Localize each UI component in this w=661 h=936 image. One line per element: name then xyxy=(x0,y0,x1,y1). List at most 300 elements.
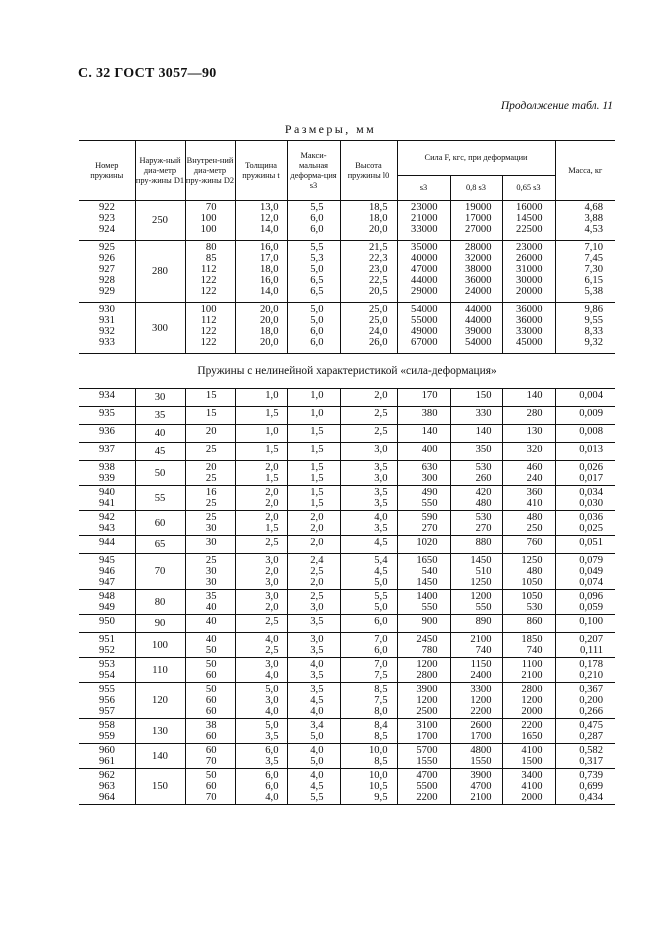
cell-force-0-65-s3-value: 4100 xyxy=(521,781,543,792)
cell-force-s3 xyxy=(397,425,450,443)
col-header-thickness: Толщина пружины t xyxy=(235,141,287,201)
cell-inner-diameter xyxy=(185,425,235,443)
cell-mass-value: 9,86 xyxy=(584,304,604,315)
cell-number-value: 949 xyxy=(99,602,115,613)
cell-force-s3-value: 1200 xyxy=(416,695,438,706)
cell-force-s3 xyxy=(397,511,450,536)
cell-force-0-65-s3 xyxy=(502,461,555,486)
table-row xyxy=(79,744,615,769)
cell-mass xyxy=(555,615,615,633)
cell-inner-diameter-value: 60 xyxy=(205,670,217,681)
cell-force-0-8-s3-value: 27000 xyxy=(465,224,492,235)
cell-thickness xyxy=(235,658,287,683)
cell-thickness-value: 2,0 xyxy=(265,512,279,523)
cell-mass-value: 0,475 xyxy=(579,720,604,731)
cell-mass-value: 9,55 xyxy=(584,315,604,326)
cell-height-value: 7,5 xyxy=(374,670,388,681)
cell-force-0-8-s3-value: 36000 xyxy=(465,275,492,286)
cell-mass-value: 7,10 xyxy=(584,242,604,253)
cell-mass xyxy=(555,658,615,683)
cell-outer-diameter xyxy=(135,407,185,425)
cell-max-deformation-value: 4,5 xyxy=(310,781,324,792)
cell-inner-diameter xyxy=(185,769,235,805)
cell-force-0-8-s3-value: 38000 xyxy=(465,264,492,275)
outer-diameter-value: 110 xyxy=(152,664,168,676)
cell-force-0-8-s3-value: 2200 xyxy=(470,706,492,717)
cell-number-value: 938 xyxy=(99,462,115,473)
cell-height-value: 8,4 xyxy=(374,720,388,731)
cell-max-deformation xyxy=(287,407,340,425)
cell-inner-diameter-value: 60 xyxy=(205,745,217,756)
table-row xyxy=(79,615,615,633)
cell-force-0-8-s3-value: 24000 xyxy=(465,286,492,297)
cell-max-deformation-value: 5,5 xyxy=(310,792,324,803)
cell-mass-value: 4,53 xyxy=(584,224,604,235)
cell-force-s3-value: 1700 xyxy=(416,731,438,742)
cell-number-value: 958 xyxy=(99,720,115,731)
cell-force-s3 xyxy=(397,590,450,615)
cell-thickness-value: 6,0 xyxy=(265,781,279,792)
cell-number-value: 946 xyxy=(99,566,115,577)
cell-force-0-8-s3-value: 2100 xyxy=(470,792,492,803)
cell-max-deformation-value: 6,0 xyxy=(310,326,324,337)
cell-mass-value: 0,367 xyxy=(579,684,604,695)
cell-max-deformation xyxy=(287,443,340,461)
table-row xyxy=(79,461,615,486)
cell-height-value: 7,5 xyxy=(374,695,388,706)
cell-thickness-value: 1,0 xyxy=(265,390,279,401)
cell-mass-value: 0,004 xyxy=(579,390,604,401)
cell-mass-value: 0,034 xyxy=(579,487,604,498)
cell-force-s3 xyxy=(397,769,450,805)
cell-number-value: 948 xyxy=(99,591,115,602)
cell-force-0-8-s3-value: 19000 xyxy=(465,202,492,213)
cell-inner-diameter-value: 40 xyxy=(205,616,217,627)
cell-force-s3-value: 630 xyxy=(421,462,438,473)
cell-mass-value: 5,38 xyxy=(584,286,604,297)
cell-force-0-8-s3 xyxy=(450,536,502,554)
cell-max-deformation-value: 1,5 xyxy=(310,426,324,437)
cell-thickness-value: 2,0 xyxy=(265,487,279,498)
cell-height xyxy=(340,554,397,590)
cell-inner-diameter xyxy=(185,536,235,554)
cell-max-deformation xyxy=(287,303,340,354)
cell-height-value: 7,0 xyxy=(374,659,388,670)
cell-number xyxy=(79,241,135,303)
table-row xyxy=(79,486,615,511)
cell-inner-diameter-value: 100 xyxy=(200,213,217,224)
cell-thickness xyxy=(235,633,287,658)
table-row xyxy=(79,536,615,554)
cell-thickness-value: 20,0 xyxy=(259,304,279,315)
cell-force-0-65-s3-value: 1050 xyxy=(521,591,543,602)
section-caption-row xyxy=(79,354,615,389)
table-continuation-note: Продолжение табл. 11 xyxy=(500,100,613,112)
outer-diameter-value: 80 xyxy=(154,596,166,608)
cell-inner-diameter-value: 40 xyxy=(205,602,217,613)
table-row xyxy=(79,443,615,461)
cell-inner-diameter-value: 60 xyxy=(205,781,217,792)
cell-force-0-65-s3-value: 36000 xyxy=(516,304,543,315)
cell-max-deformation-value: 2,0 xyxy=(310,537,324,548)
outer-diameter-value: 100 xyxy=(152,639,168,651)
cell-force-s3-value: 23000 xyxy=(411,202,438,213)
cell-mass xyxy=(555,461,615,486)
cell-mass-value: 0,582 xyxy=(579,745,604,756)
cell-height-value: 6,0 xyxy=(374,645,388,656)
cell-max-deformation-value: 3,5 xyxy=(310,670,324,681)
cell-height-value: 4,5 xyxy=(374,566,388,577)
cell-force-s3-value: 40000 xyxy=(411,253,438,264)
cell-force-0-65-s3 xyxy=(502,658,555,683)
cell-force-0-65-s3-value: 2100 xyxy=(521,670,543,681)
outer-diameter-value: 45 xyxy=(154,446,166,457)
cell-inner-diameter-value: 122 xyxy=(200,337,217,348)
cell-mass-value: 0,699 xyxy=(579,781,604,792)
cell-inner-diameter-value: 16 xyxy=(205,487,217,498)
cell-number xyxy=(79,719,135,744)
cell-force-0-8-s3-value: 2100 xyxy=(470,634,492,645)
cell-force-0-65-s3 xyxy=(502,241,555,303)
cell-thickness xyxy=(235,719,287,744)
cell-height xyxy=(340,241,397,303)
cell-max-deformation-value: 2,0 xyxy=(310,577,324,588)
cell-height-value: 5,0 xyxy=(374,577,388,588)
cell-force-0-8-s3-value: 480 xyxy=(475,498,492,509)
cell-number-value: 961 xyxy=(99,756,115,767)
cell-inner-diameter-value: 60 xyxy=(205,731,217,742)
cell-height xyxy=(340,511,397,536)
cell-mass xyxy=(555,590,615,615)
cell-number-value: 924 xyxy=(99,224,115,235)
cell-force-0-65-s3-value: 1050 xyxy=(521,577,543,588)
cell-max-deformation-value: 1,5 xyxy=(310,444,324,455)
cell-force-s3 xyxy=(397,461,450,486)
cell-height xyxy=(340,486,397,511)
cell-max-deformation xyxy=(287,536,340,554)
table-row xyxy=(79,511,615,536)
cell-max-deformation-value: 1,0 xyxy=(310,408,324,419)
cell-force-0-8-s3-value: 530 xyxy=(475,512,492,523)
cell-thickness-value: 2,5 xyxy=(265,645,279,656)
cell-force-0-8-s3-value: 3900 xyxy=(470,770,492,781)
cell-force-0-8-s3-value: 1550 xyxy=(470,756,492,767)
cell-max-deformation-value: 6,5 xyxy=(310,275,324,286)
cell-mass-value: 0,100 xyxy=(579,616,604,627)
cell-mass xyxy=(555,425,615,443)
outer-diameter-value: 50 xyxy=(154,467,166,479)
cell-thickness xyxy=(235,303,287,354)
cell-force-0-65-s3 xyxy=(502,769,555,805)
cell-max-deformation xyxy=(287,425,340,443)
cell-mass-value: 0,266 xyxy=(579,706,604,717)
cell-height-value: 18,5 xyxy=(368,202,388,213)
cell-outer-diameter xyxy=(135,425,185,443)
cell-thickness xyxy=(235,511,287,536)
cell-inner-diameter xyxy=(185,407,235,425)
cell-max-deformation-value: 1,5 xyxy=(310,487,324,498)
table-row xyxy=(79,769,615,805)
cell-inner-diameter xyxy=(185,554,235,590)
cell-number xyxy=(79,201,135,241)
outer-diameter-value: 55 xyxy=(154,492,166,504)
cell-force-0-8-s3 xyxy=(450,241,502,303)
cell-outer-diameter xyxy=(135,486,185,511)
cell-thickness xyxy=(235,389,287,407)
cell-number-value: 940 xyxy=(99,487,115,498)
cell-thickness-value: 5,0 xyxy=(265,684,279,695)
cell-thickness-value: 4,0 xyxy=(265,706,279,717)
cell-number-value: 942 xyxy=(99,512,115,523)
cell-force-0-65-s3-value: 14500 xyxy=(516,213,543,224)
cell-number-value: 929 xyxy=(99,286,115,297)
cell-force-0-65-s3-value: 760 xyxy=(526,537,543,548)
cell-force-0-8-s3-value: 44000 xyxy=(465,304,492,315)
cell-number-value: 945 xyxy=(99,555,115,566)
cell-mass-value: 7,45 xyxy=(584,253,604,264)
cell-height xyxy=(340,683,397,719)
cell-mass xyxy=(555,511,615,536)
cell-force-0-65-s3-value: 2800 xyxy=(521,684,543,695)
cell-inner-diameter-value: 20 xyxy=(205,462,217,473)
cell-force-0-65-s3-value: 280 xyxy=(526,408,543,419)
cell-number-value: 953 xyxy=(99,659,115,670)
table-row xyxy=(79,201,615,241)
cell-inner-diameter xyxy=(185,633,235,658)
col-header-force-0-65-s3: 0,65 s3 xyxy=(502,176,555,201)
cell-number-value: 952 xyxy=(99,645,115,656)
cell-force-0-65-s3-value: 2000 xyxy=(521,792,543,803)
cell-force-0-8-s3 xyxy=(450,407,502,425)
cell-thickness xyxy=(235,744,287,769)
cell-max-deformation xyxy=(287,744,340,769)
cell-force-0-65-s3-value: 2200 xyxy=(521,720,543,731)
table-row xyxy=(79,303,615,354)
cell-height xyxy=(340,425,397,443)
cell-max-deformation-value: 5,3 xyxy=(310,253,324,264)
cell-height-value: 22,5 xyxy=(368,275,388,286)
cell-mass xyxy=(555,769,615,805)
cell-thickness-value: 4,0 xyxy=(265,670,279,681)
cell-number xyxy=(79,461,135,486)
cell-thickness-value: 6,0 xyxy=(265,745,279,756)
table-row xyxy=(79,633,615,658)
cell-force-0-8-s3 xyxy=(450,389,502,407)
cell-force-0-8-s3-value: 1150 xyxy=(470,659,492,670)
cell-thickness-value: 3,0 xyxy=(265,577,279,588)
cell-force-0-65-s3 xyxy=(502,744,555,769)
cell-force-0-8-s3 xyxy=(450,201,502,241)
cell-height-value: 23,0 xyxy=(368,264,388,275)
cell-outer-diameter xyxy=(135,633,185,658)
cell-number-value: 959 xyxy=(99,731,115,742)
cell-force-s3-value: 170 xyxy=(421,390,438,401)
cell-force-s3-value: 1550 xyxy=(416,756,438,767)
cell-height xyxy=(340,719,397,744)
cell-height-value: 9,5 xyxy=(374,792,388,803)
cell-force-0-8-s3 xyxy=(450,303,502,354)
cell-inner-diameter-value: 25 xyxy=(205,512,217,523)
table-row xyxy=(79,658,615,683)
cell-mass-value: 0,049 xyxy=(579,566,604,577)
springs-table xyxy=(79,140,615,805)
cell-mass-value: 0,036 xyxy=(579,512,604,523)
cell-force-s3-value: 1650 xyxy=(416,555,438,566)
cell-number-value: 947 xyxy=(99,577,115,588)
cell-max-deformation-value: 4,0 xyxy=(310,659,324,670)
cell-force-0-8-s3-value: 270 xyxy=(475,523,492,534)
cell-thickness-value: 13,0 xyxy=(259,202,279,213)
cell-height-value: 3,5 xyxy=(374,523,388,534)
cell-thickness xyxy=(235,201,287,241)
cell-mass-value: 0,317 xyxy=(579,756,604,767)
cell-number-value: 922 xyxy=(99,202,115,213)
cell-force-0-65-s3-value: 1850 xyxy=(521,634,543,645)
cell-number xyxy=(79,769,135,805)
cell-height xyxy=(340,744,397,769)
cell-inner-diameter-value: 122 xyxy=(200,326,217,337)
cell-thickness-value: 4,0 xyxy=(265,792,279,803)
cell-max-deformation xyxy=(287,683,340,719)
cell-mass xyxy=(555,201,615,241)
cell-height-value: 8,5 xyxy=(374,756,388,767)
cell-inner-diameter xyxy=(185,615,235,633)
cell-max-deformation-value: 6,0 xyxy=(310,213,324,224)
cell-mass-value: 0,009 xyxy=(579,408,604,419)
cell-force-0-65-s3-value: 130 xyxy=(526,426,543,437)
cell-mass-value: 0,026 xyxy=(579,462,604,473)
cell-height-value: 3,0 xyxy=(374,444,388,455)
cell-number-value: 933 xyxy=(99,337,115,348)
cell-force-0-65-s3-value: 1200 xyxy=(521,695,543,706)
cell-number-value: 931 xyxy=(99,315,115,326)
cell-mass-value: 0,074 xyxy=(579,577,604,588)
cell-inner-diameter-value: 40 xyxy=(205,634,217,645)
cell-thickness-value: 2,0 xyxy=(265,462,279,473)
cell-thickness-value: 3,5 xyxy=(265,756,279,767)
cell-thickness-value: 16,0 xyxy=(259,242,279,253)
cell-outer-diameter xyxy=(135,241,185,303)
col-header-force-0-8-s3: 0,8 s3 xyxy=(450,176,502,201)
cell-force-0-8-s3 xyxy=(450,443,502,461)
cell-inner-diameter-value: 112 xyxy=(201,315,217,326)
cell-force-s3-value: 47000 xyxy=(411,264,438,275)
cell-mass-value: 6,15 xyxy=(584,275,604,286)
cell-thickness-value: 14,0 xyxy=(259,286,279,297)
cell-mass xyxy=(555,719,615,744)
cell-force-0-65-s3-value: 4100 xyxy=(521,745,543,756)
cell-max-deformation-value: 1,5 xyxy=(310,462,324,473)
cell-force-s3-value: 4700 xyxy=(416,770,438,781)
cell-mass xyxy=(555,407,615,425)
cell-force-s3 xyxy=(397,744,450,769)
outer-diameter-value: 60 xyxy=(154,517,166,529)
cell-height-value: 24,0 xyxy=(368,326,388,337)
cell-thickness-value: 3,0 xyxy=(265,695,279,706)
cell-inner-diameter-value: 50 xyxy=(205,659,217,670)
table-body-linear xyxy=(79,201,615,354)
cell-inner-diameter xyxy=(185,511,235,536)
cell-mass-value: 8,33 xyxy=(584,326,604,337)
cell-max-deformation-value: 3,0 xyxy=(310,634,324,645)
cell-force-0-8-s3 xyxy=(450,633,502,658)
cell-mass-value: 0,025 xyxy=(579,523,604,534)
cell-number-value: 926 xyxy=(99,253,115,264)
cell-inner-diameter-value: 50 xyxy=(205,645,217,656)
cell-force-0-8-s3-value: 150 xyxy=(475,390,492,401)
cell-number xyxy=(79,303,135,354)
cell-thickness xyxy=(235,461,287,486)
cell-force-s3-value: 67000 xyxy=(411,337,438,348)
cell-height-value: 8,0 xyxy=(374,706,388,717)
cell-force-0-65-s3 xyxy=(502,303,555,354)
cell-force-s3 xyxy=(397,201,450,241)
cell-number-value: 934 xyxy=(99,390,115,401)
cell-force-0-65-s3-value: 2000 xyxy=(521,706,543,717)
cell-thickness-value: 16,0 xyxy=(259,275,279,286)
cell-max-deformation-value: 4,0 xyxy=(310,745,324,756)
cell-outer-diameter xyxy=(135,590,185,615)
cell-thickness-value: 17,0 xyxy=(259,253,279,264)
cell-force-s3-value: 2500 xyxy=(416,706,438,717)
cell-outer-diameter xyxy=(135,769,185,805)
outer-diameter-value: 130 xyxy=(152,725,168,737)
table-row xyxy=(79,683,615,719)
cell-force-0-8-s3-value: 39000 xyxy=(465,326,492,337)
cell-inner-diameter-value: 25 xyxy=(205,555,217,566)
cell-force-0-65-s3-value: 740 xyxy=(526,645,543,656)
cell-height-value: 20,5 xyxy=(368,286,388,297)
cell-thickness-value: 1,0 xyxy=(265,426,279,437)
cell-thickness-value: 2,5 xyxy=(265,537,279,548)
cell-number xyxy=(79,554,135,590)
cell-force-0-8-s3-value: 1700 xyxy=(470,731,492,742)
cell-force-0-65-s3 xyxy=(502,590,555,615)
cell-height-value: 3,0 xyxy=(374,473,388,484)
cell-force-s3-value: 140 xyxy=(421,426,438,437)
cell-thickness-value: 2,5 xyxy=(265,616,279,627)
cell-number-value: 962 xyxy=(99,770,115,781)
cell-mass-value: 0,739 xyxy=(579,770,604,781)
col-header-outer-diameter: Наруж-ный диа-метр пру-жины D1 xyxy=(135,141,185,201)
cell-height-value: 26,0 xyxy=(368,337,388,348)
cell-force-s3-value: 2200 xyxy=(416,792,438,803)
cell-thickness-value: 12,0 xyxy=(259,213,279,224)
cell-thickness xyxy=(235,590,287,615)
cell-number xyxy=(79,511,135,536)
cell-force-0-65-s3-value: 1100 xyxy=(521,659,543,670)
cell-mass-value: 0,210 xyxy=(579,670,604,681)
cell-number xyxy=(79,633,135,658)
cell-force-0-8-s3-value: 1450 xyxy=(470,555,492,566)
cell-force-0-8-s3-value: 260 xyxy=(475,473,492,484)
cell-max-deformation xyxy=(287,486,340,511)
cell-max-deformation-value: 3,5 xyxy=(310,645,324,656)
cell-force-0-8-s3-value: 530 xyxy=(475,462,492,473)
cell-max-deformation-value: 5,0 xyxy=(310,731,324,742)
cell-force-s3 xyxy=(397,658,450,683)
cell-inner-diameter-value: 100 xyxy=(200,224,217,235)
cell-max-deformation-value: 5,0 xyxy=(310,315,324,326)
cell-force-s3-value: 29000 xyxy=(411,286,438,297)
cell-max-deformation-value: 2,5 xyxy=(310,591,324,602)
cell-thickness xyxy=(235,407,287,425)
cell-number-value: 928 xyxy=(99,275,115,286)
table-row xyxy=(79,554,615,590)
cell-mass xyxy=(555,486,615,511)
cell-thickness xyxy=(235,425,287,443)
cell-force-s3 xyxy=(397,303,450,354)
